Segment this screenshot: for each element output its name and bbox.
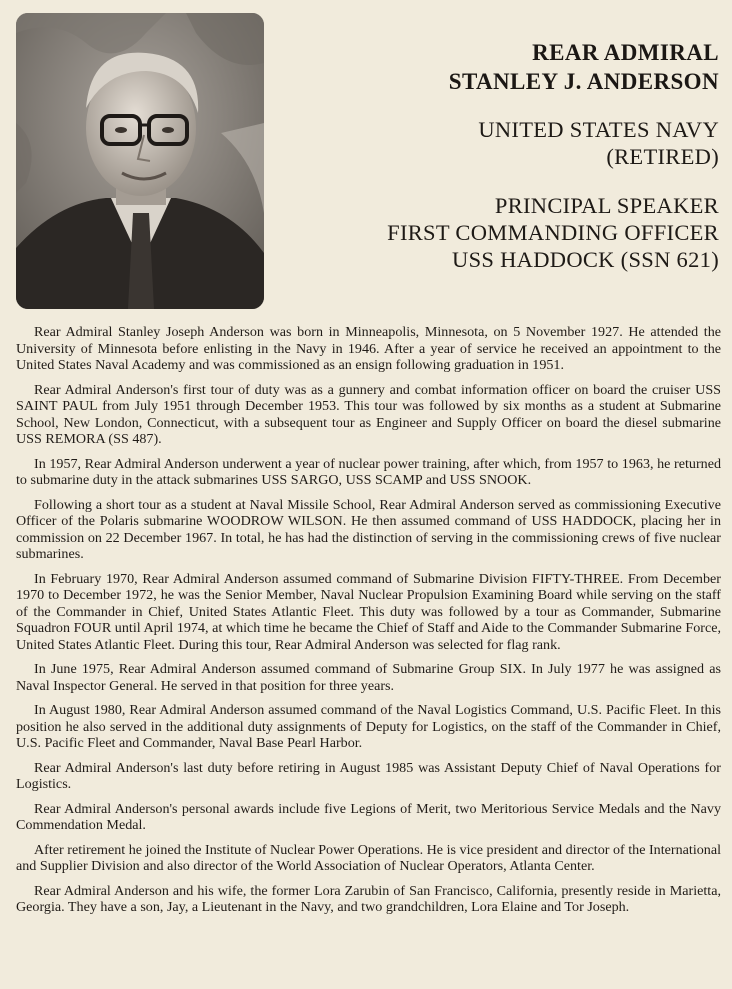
rank-title: REAR ADMIRAL [532,40,719,65]
biography-paragraph: In 1957, Rear Admiral Anderson underwent a year of nuclear power training, after which, from 1957 to 1963, he returned to submarine duty in the attack submarines USS SARGO, USS SCAMP and USS SNOOK. [16,455,721,488]
service-status: (RETIRED) [606,144,719,169]
officer-name [279,38,719,96]
title-block [279,38,719,273]
biography-paragraph: In February 1970, Rear Admiral Anderson assumed command of Submarine Division FIFTY-THREE. From December 1970 to December 1972, he was the Senior Member, Naval Nuclear Propulsion Examining Board while serving on the staff of the Commander in Chief, United States Atlantic Fleet. This duty was followed by a tour as Commander, Submarine Squadron FOUR until April 1974, at which time he became the Chief of Staff and Aide to the Commander Submarine Force, United States Atlantic Fleet. During this tour, Rear Admiral Anderson was selected for flag rank. [16,570,721,653]
biography-paragraph: In August 1980, Rear Admiral Anderson assumed command of the Naval Logistics Command, U.S. Pacific Fleet. In this position he also served in the additional duty assignments of Deputy for Logistics, on the staff of the Commander in Chief, U.S. Pacific Fleet and Commander, Naval Base Pearl Harbor. [16,702,721,751]
biography-paragraph: In June 1975, Rear Admiral Anderson assumed command of Submarine Group SIX. In July 1977 he was assigned as Naval Inspector General. He served in that position for three years. [16,661,721,694]
full-name: STANLEY J. ANDERSON [448,69,719,94]
service-branch: UNITED STATES NAVY [478,117,719,142]
biography-paragraph: Rear Admiral Anderson and his wife, the former Lora Zarubin of San Francisco, California, presently reside in Marietta, Georgia. They have a son, Jay, a Lieutenant in the Navy, and two grandchildren, Lora Elaine and Tor Joseph. [16,882,721,915]
biography-paragraph: Rear Admiral Anderson's first tour of duty was as a gunnery and combat information officer on board the cruiser USS SAINT PAUL from July 1951 through December 1953. This tour was followed by six months as a student at Submarine School, New London, Connecticut, with a subsequent tour as Engineer and Supply Officer on board the diesel submarine USS REMORA (SS 487). [16,381,721,447]
portrait-photo-icon [16,13,264,309]
role-vessel: USS HADDOCK (SSN 621) [452,247,719,272]
role-speaker: PRINCIPAL SPEAKER [494,193,719,218]
role-command: FIRST COMMANDING OFFICER [387,220,719,245]
portrait-photo [16,13,264,309]
biography-paragraph: Rear Admiral Stanley Joseph Anderson was born in Minneapolis, Minnesota, on 5 November 1927. He attended the University of Minnesota before enlisting in the Navy in 1946. After a year of service he received an appointment to the United States Naval Academy and was commissioned as an ensign following graduation in 1951. [16,324,721,373]
service-block [279,116,719,170]
biography-paragraph: Rear Admiral Anderson's personal awards include five Legions of Merit, two Meritorious Service Medals and the Navy Commendation Medal. [16,800,721,833]
biography-paragraph: After retirement he joined the Institute of Nuclear Power Operations. He is vice president and director of the International and Supplier Division and also director of the World Association of Nuclear Operators, Atlanta Center. [16,841,721,874]
role-block [279,192,719,273]
biography-paragraph: Following a short tour as a student at Naval Missile School, Rear Admiral Anderson served as commissioning Executive Officer of the Polaris submarine WOODROW WILSON. He then assumed command of USS HADDOCK, placing her in commission on 22 December 1967. In total, he has had the distinction of serving in the commissioning crews of five nuclear submarines. [16,496,721,562]
biography-paragraph: Rear Admiral Anderson's last duty before retiring in August 1985 was Assistant Deputy Chief of Naval Operations for Logistics. [16,759,721,792]
biography-text [16,324,721,924]
